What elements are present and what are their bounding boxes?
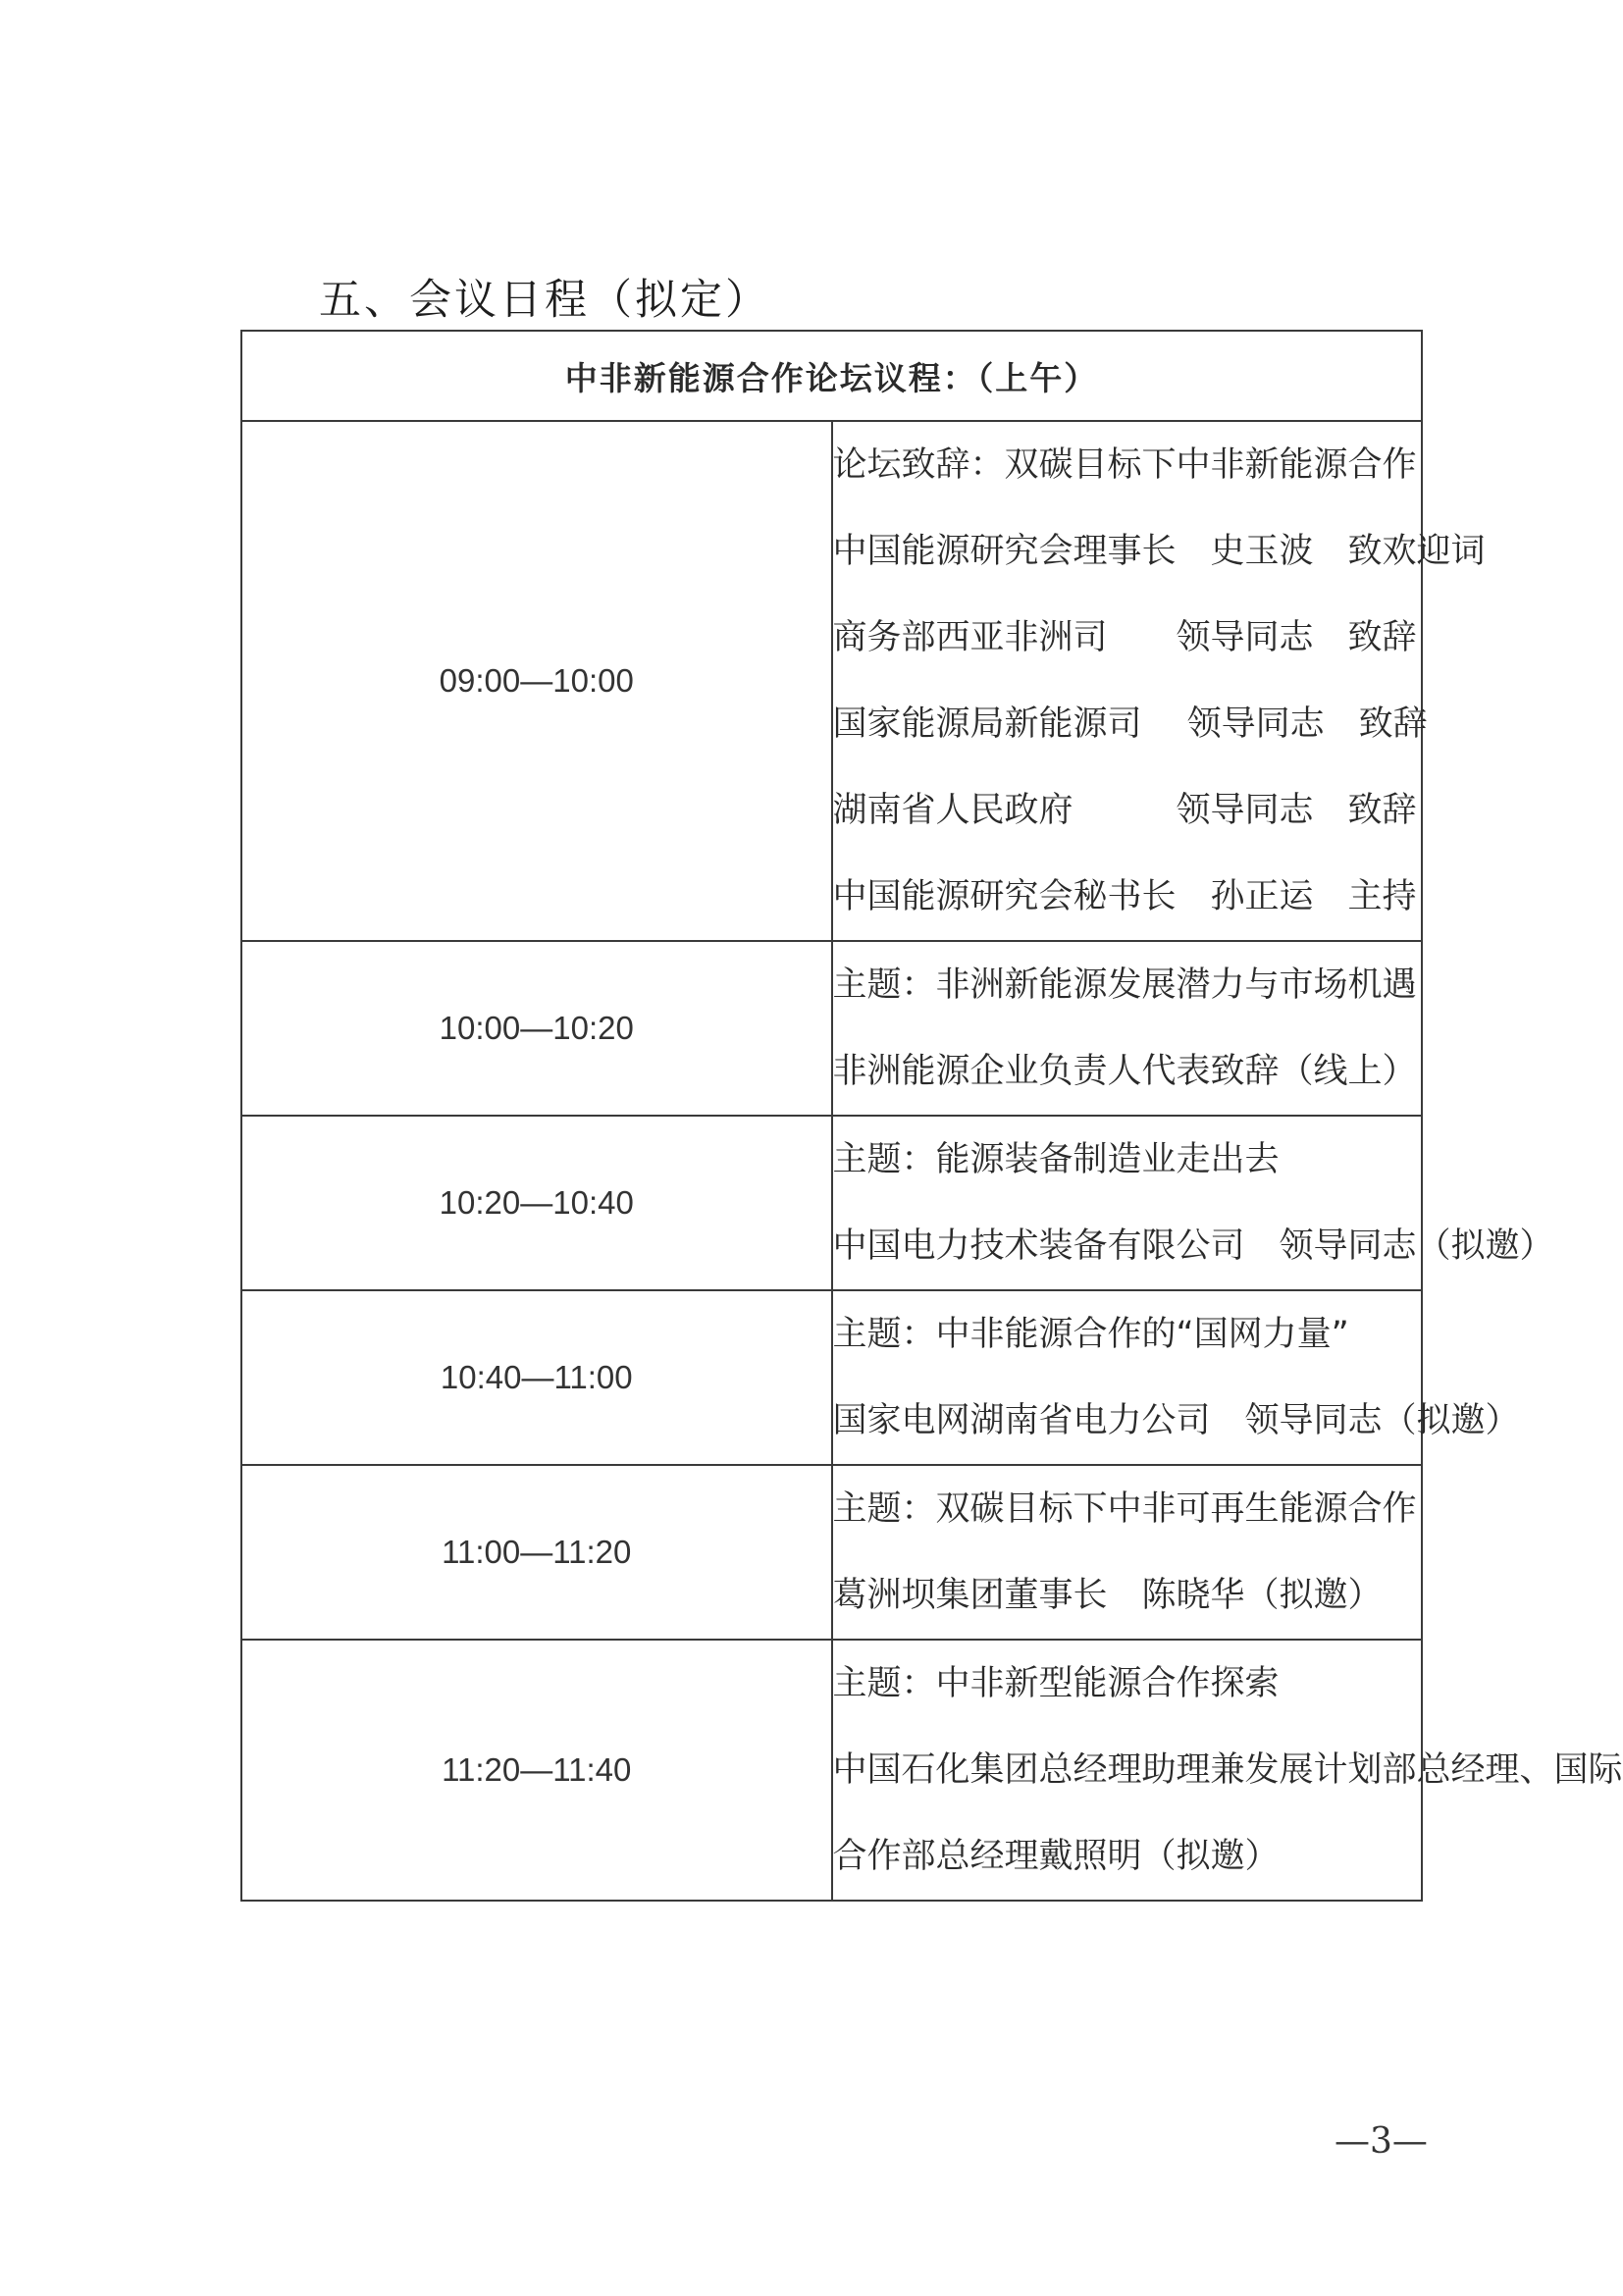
agenda-item: 国家能源局新能源司 领导同志 致辞 [832, 704, 1428, 744]
agenda-items [832, 1290, 1520, 1465]
table-row [241, 1116, 1422, 1290]
agenda-item: 主题：中非新型能源合作探索 [832, 1664, 1280, 1703]
table-header: 中非新能源合作论坛议程：（上午） [241, 331, 1422, 421]
time-slot: 10:20—10:40 [241, 1116, 832, 1290]
agenda-item: 葛洲坝集团董事长 陈晓华（拟邀） [832, 1576, 1383, 1615]
section-title: 五、会议日程（拟定） [319, 276, 770, 325]
table-row [241, 421, 1422, 941]
table-row [241, 1465, 1422, 1640]
agenda-item: 论坛致辞：双碳目标下中非新能源合作 [832, 445, 1417, 485]
agenda-items [832, 1640, 1623, 1901]
agenda-items [832, 941, 1423, 1116]
page-number: —3— [1335, 2121, 1428, 2162]
agenda-items [832, 1465, 1423, 1640]
agenda-item: 主题：非洲新能源发展潜力与市场机遇 [832, 965, 1417, 1005]
agenda-item: 中国石化集团总经理助理兼发展计划部总经理、国际 [832, 1750, 1623, 1790]
agenda-item: 中国电力技术装备有限公司 领导同志（拟邀） [832, 1226, 1554, 1266]
agenda-item: 主题：中非能源合作的“国网力量” [832, 1315, 1349, 1354]
time-slot: 09:00—10:00 [241, 421, 832, 941]
time-slot: 10:00—10:20 [241, 941, 832, 1116]
agenda-item: 商务部西亚非洲司 领导同志 致辞 [832, 618, 1417, 657]
agenda-item: 中国能源研究会理事长 史玉波 致欢迎词 [832, 532, 1486, 571]
agenda-item: 主题：能源装备制造业走出去 [832, 1140, 1280, 1179]
agenda-item: 中国能源研究会秘书长 孙正运 主持 [832, 877, 1417, 916]
agenda-item: 国家电网湖南省电力公司 领导同志（拟邀） [832, 1401, 1520, 1440]
agenda-table [240, 330, 1623, 1902]
table-row [241, 941, 1422, 1116]
agenda-item: 湖南省人民政府 领导同志 致辞 [832, 791, 1417, 830]
agenda-items [832, 421, 1486, 941]
table-row [241, 1640, 1422, 1901]
agenda-item: 主题：双碳目标下中非可再生能源合作 [832, 1489, 1417, 1529]
agenda-items [832, 1116, 1554, 1290]
time-slot: 10:40—11:00 [241, 1290, 832, 1465]
table-row [241, 1290, 1422, 1465]
time-slot: 11:00—11:20 [241, 1465, 832, 1640]
agenda-item: 非洲能源企业负责人代表致辞（线上） [832, 1052, 1417, 1091]
table-header-row [241, 331, 1422, 421]
time-slot: 11:20—11:40 [241, 1640, 832, 1901]
agenda-item: 合作部总经理戴照明（拟邀） [832, 1837, 1280, 1876]
